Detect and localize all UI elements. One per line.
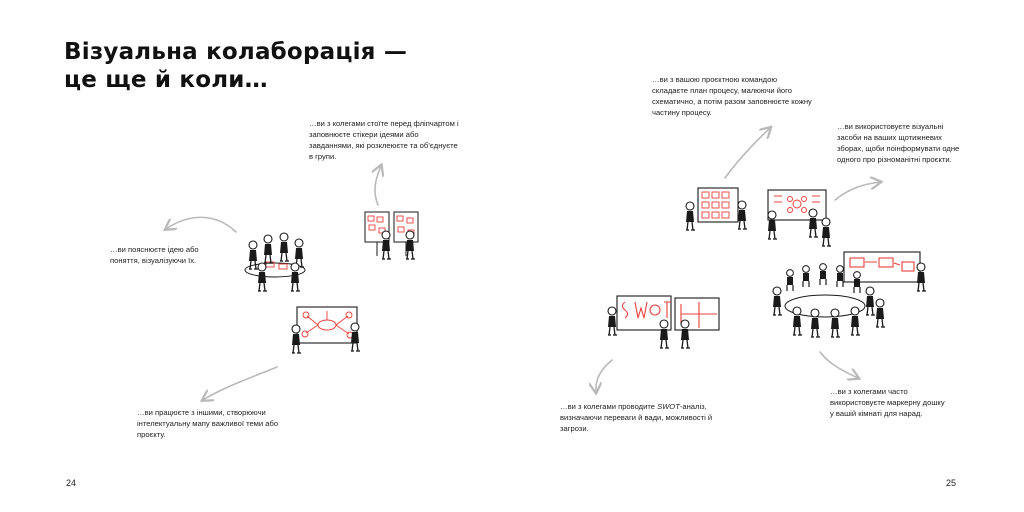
- caption-weekly: …ви використовуєте візуальні засоби на ваших щотижневих зборах, щоби поінформувати одне одного про різноманітні проєкти.: [837, 122, 960, 164]
- page-number-right: 25: [946, 478, 957, 488]
- caption-mindmap: …ви працюєте з іншими, створюючи інтелектуальну мапу важливої теми або проєкту.: [137, 408, 279, 439]
- flipchart-illustration: [365, 212, 418, 259]
- caption-swot-before: …ви з колегами проводите: [560, 402, 658, 411]
- caption-explain: …ви пояснюєте ідею або поняття, візуалізуючи їх.: [110, 245, 199, 265]
- arrow-to-swot-caption: [596, 360, 612, 392]
- caption-swot-after: -аналіз, визначаючи переваги й вади, можливості й загрози.: [560, 402, 713, 433]
- swot-illustration: [608, 296, 719, 348]
- explain-illustration: [245, 233, 305, 291]
- arrow-to-flipchart-caption: [375, 166, 381, 205]
- arrow-to-weekly-caption: [835, 182, 880, 200]
- caption-process: …ви з вашою проєктною командою складаєте план процесу, малюючи його схематично, а потім разом заповнюєте кожну частину процесу.: [652, 75, 812, 117]
- weekly-illustration: [768, 190, 831, 246]
- title-line-2: це ще й коли…: [64, 67, 268, 93]
- process-illustration: [686, 188, 747, 230]
- caption-swot-term: SWOT: [657, 402, 680, 411]
- arrow-to-marker-caption: [820, 352, 858, 378]
- arrow-to-mindmap-caption: [203, 367, 277, 400]
- arrow-to-process-caption: [725, 128, 770, 178]
- arrow-to-explain-caption: [166, 217, 236, 232]
- caption-flipchart: …ви з колегами стоїте перед фліпчартом і заповнюєте стікери ідеями або завданнями, які розклеюєте та об’єднуєте в групи.: [309, 119, 459, 161]
- caption-swot: [560, 401, 736, 434]
- caption-marker: …ви з колегами часто використовуєте маркерну дошку у вашій кімнаті для нарад.: [830, 387, 945, 418]
- page-number-left: 24: [66, 478, 77, 488]
- mindmap-illustration: [292, 307, 360, 353]
- title-line-1: Візуальна колаборація —: [64, 39, 408, 65]
